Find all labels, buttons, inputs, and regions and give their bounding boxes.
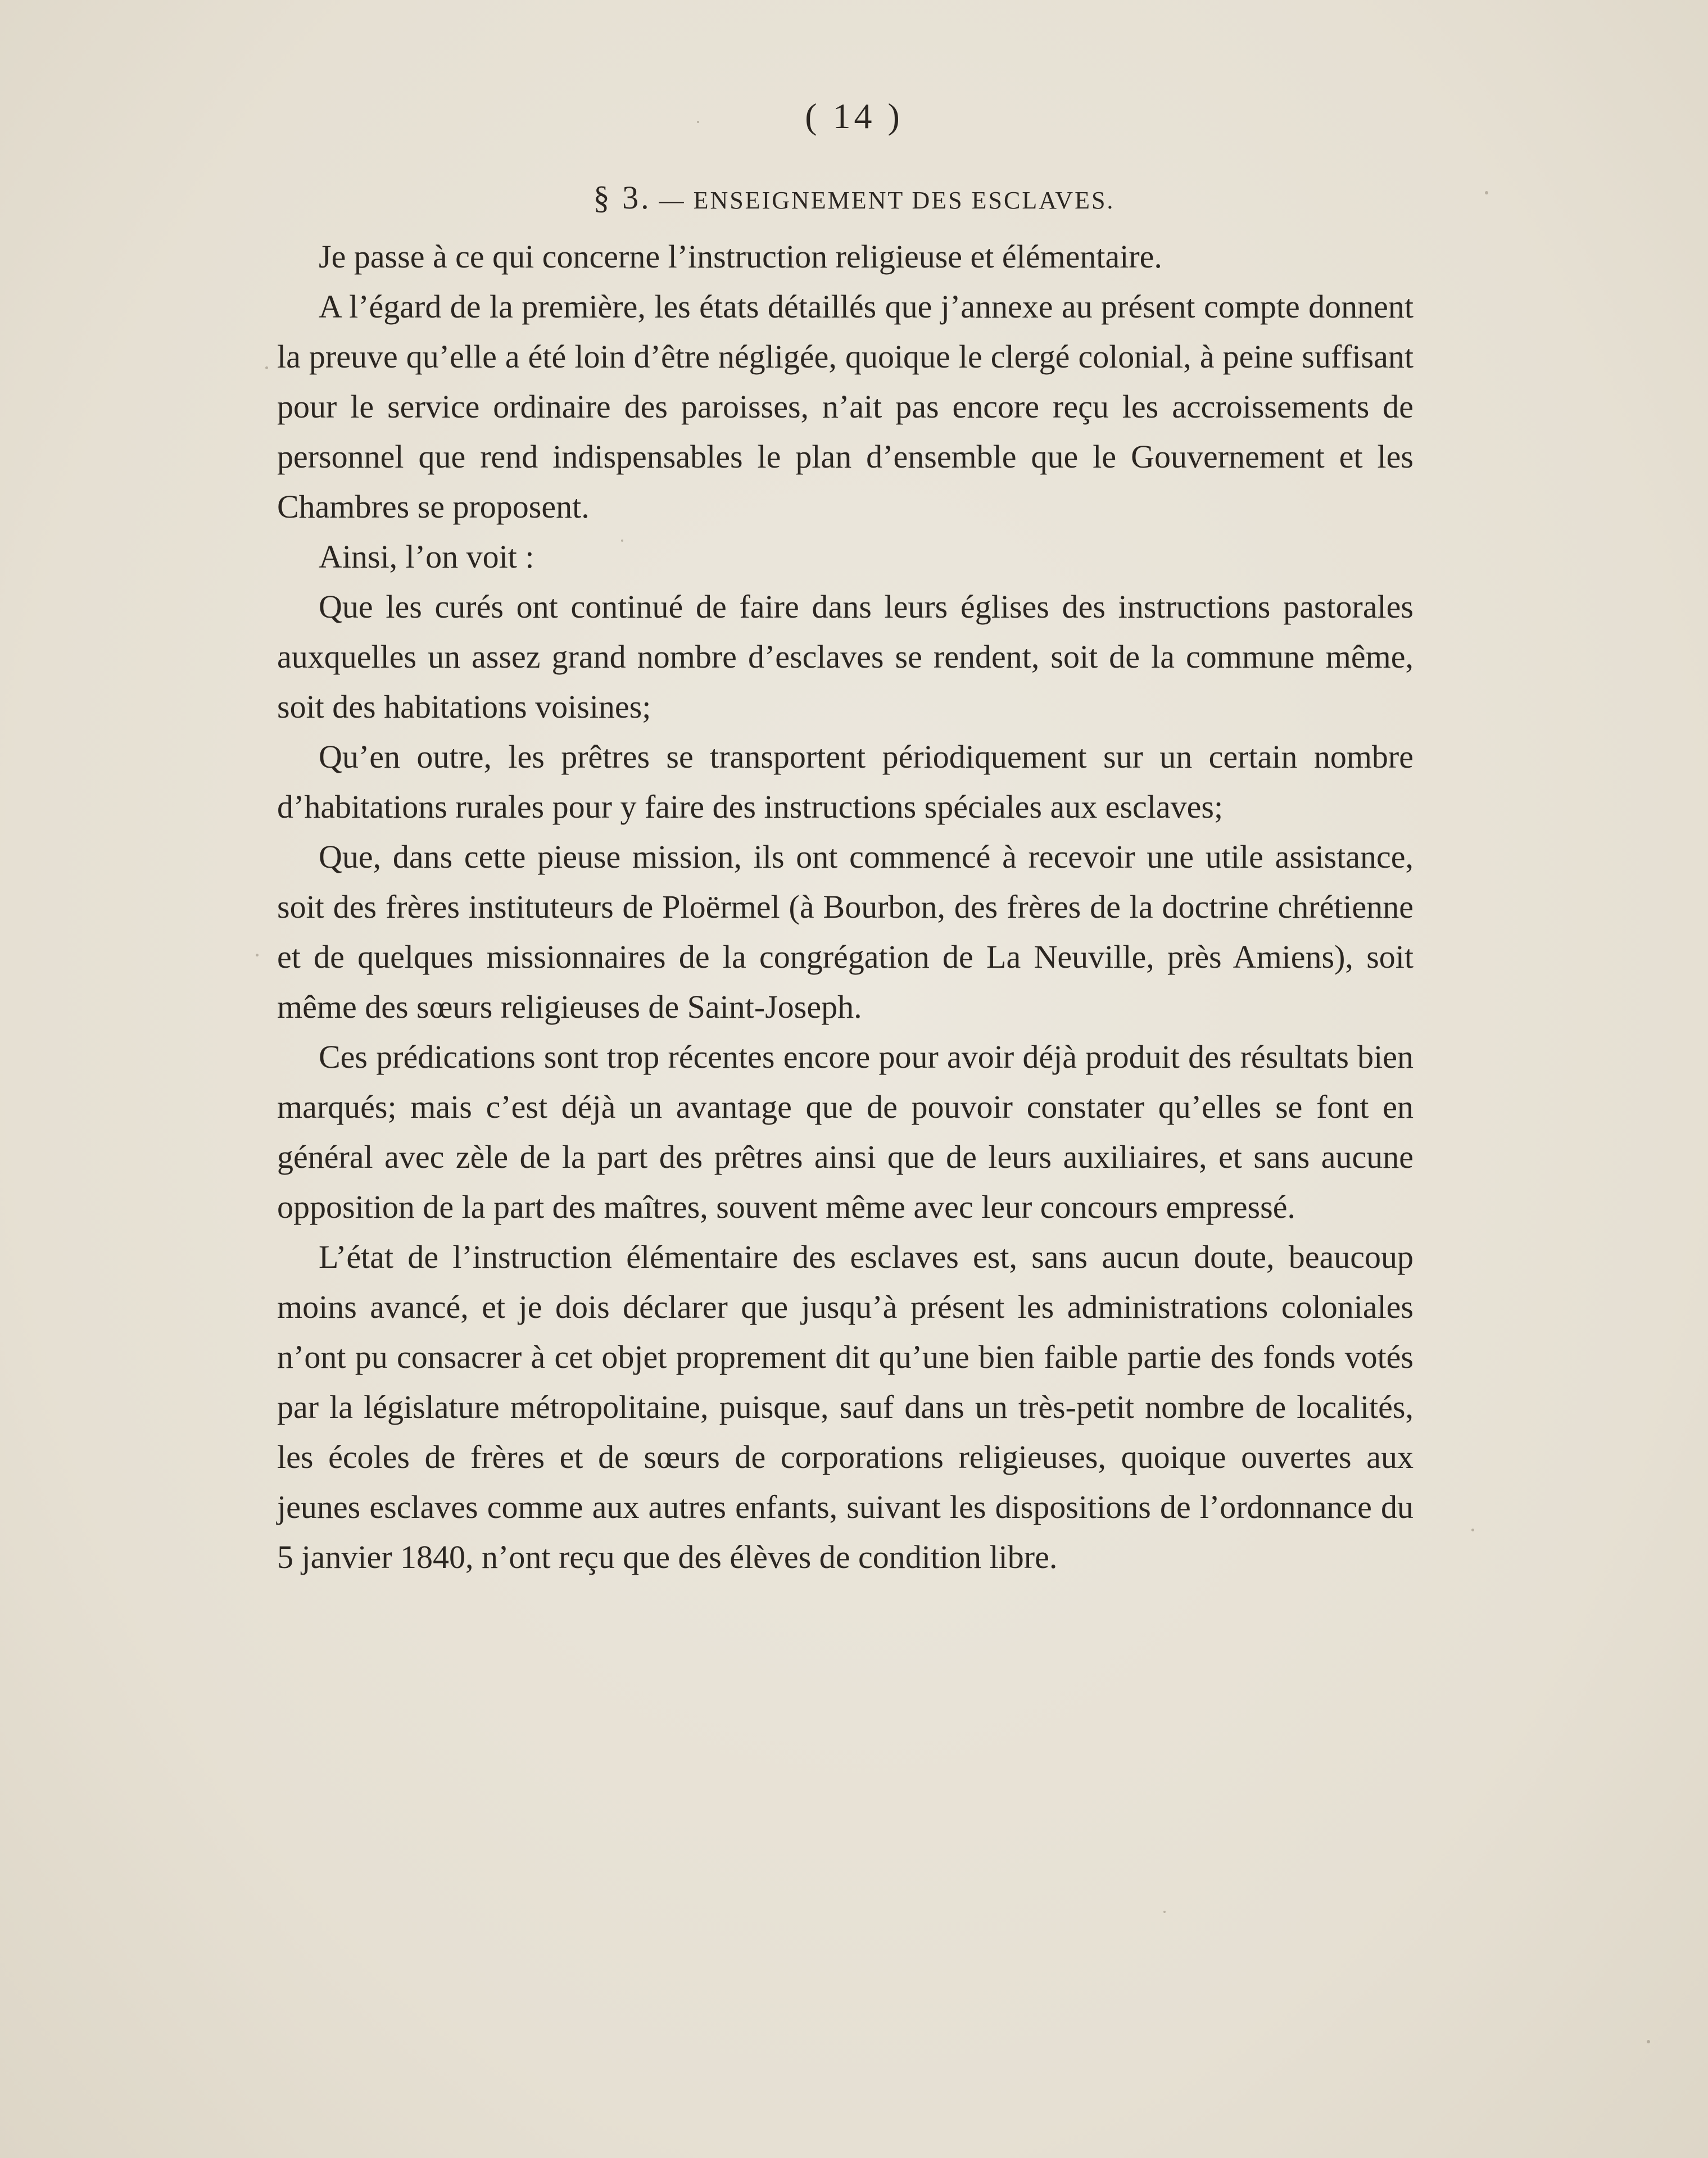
body-text [277,232,1413,1582]
section-heading [0,179,1708,216]
paper-speck [1163,1911,1166,1913]
paper-speck [621,540,623,542]
paragraph-elementary-instruction: L’état de l’instruction élémentaire des esclaves est, sans aucun doute, beaucoup moins avancé, et je dois déclarer que jusqu’à présent les administrations coloniales n’ont pu consacrer à cet objet proprement dit qu’une bien faible partie des fonds votés par la législature métropolitaine, puisque, sauf dans un très-petit nombre de localités, les écoles de frères et de sœurs de corporations religieuses, quoique ouvertes aux jeunes esclaves comme aux autres enfants, suivant les dispositions de l’ordonnance du 5 janvier 1840, n’ont reçu que des élèves de condition libre. [277,1239,1413,1575]
section-title: ENSEIGNEMENT DES ESCLAVES. [693,187,1115,214]
paper-speck [256,954,259,956]
section-number: § 3. [593,179,651,216]
paragraph-predications: Ces prédications sont trop récentes encore pour avoir déjà produit des résultats bien marqués; mais c’est déjà un avantage que de pouvoir constater qu’elles se font en général avec zèle de la part des prêtres ainsi que de leurs auxiliaires, et sans aucune opposition de la part des maîtres, souvent même avec leur concours empressé. [277,1039,1413,1225]
page-number: ( 14 ) [805,96,903,136]
paper-speck [697,121,699,123]
paragraph-pretres: Qu’en outre, les prêtres se transportent périodiquement sur un certain nombre d’habitations rurales pour y faire des instructions spéciales aux esclaves; [277,738,1413,825]
section-dash: — [651,187,694,214]
paragraph-mission: Que, dans cette pieuse mission, ils ont commencé à recevoir une utile assistance, soit des frères instituteurs de Ploërmel (à Bourbon, des frères de la doctrine chrétienne et de quelques missionnaires de la congrégation de La Neuville, près Amiens), soit même des sœurs religieuses de Saint-Joseph. [277,838,1413,1025]
paper-speck [1471,1529,1474,1531]
paragraph-intro: Je passe à ce qui concerne l’instruction religieuse et élémentaire. [319,238,1162,275]
paragraph-religious-instruction: A l’égard de la première, les états détaillés que j’annexe au présent compte donnent la preuve qu’elle a été loin d’être négligée, quoique le clergé colonial, à peine suffisant pour le service ordinaire des paroisses, n’ait pas encore reçu les accroissements de personnel que rend indispensables le plan d’ensemble que le Gouvernement et les Chambres se proposent. [277,288,1413,525]
paragraph-cures: Que les curés ont continué de faire dans leurs églises des instructions pastorales auxquelles un assez grand nombre d’esclaves se rendent, soit de la commune même, soit des habitations voisines; [277,588,1413,725]
paper-speck [265,366,268,369]
paper-speck [1485,191,1488,194]
paper-speck [1647,2040,1650,2043]
paragraph-ainsi: Ainsi, l’on voit : [319,538,534,575]
